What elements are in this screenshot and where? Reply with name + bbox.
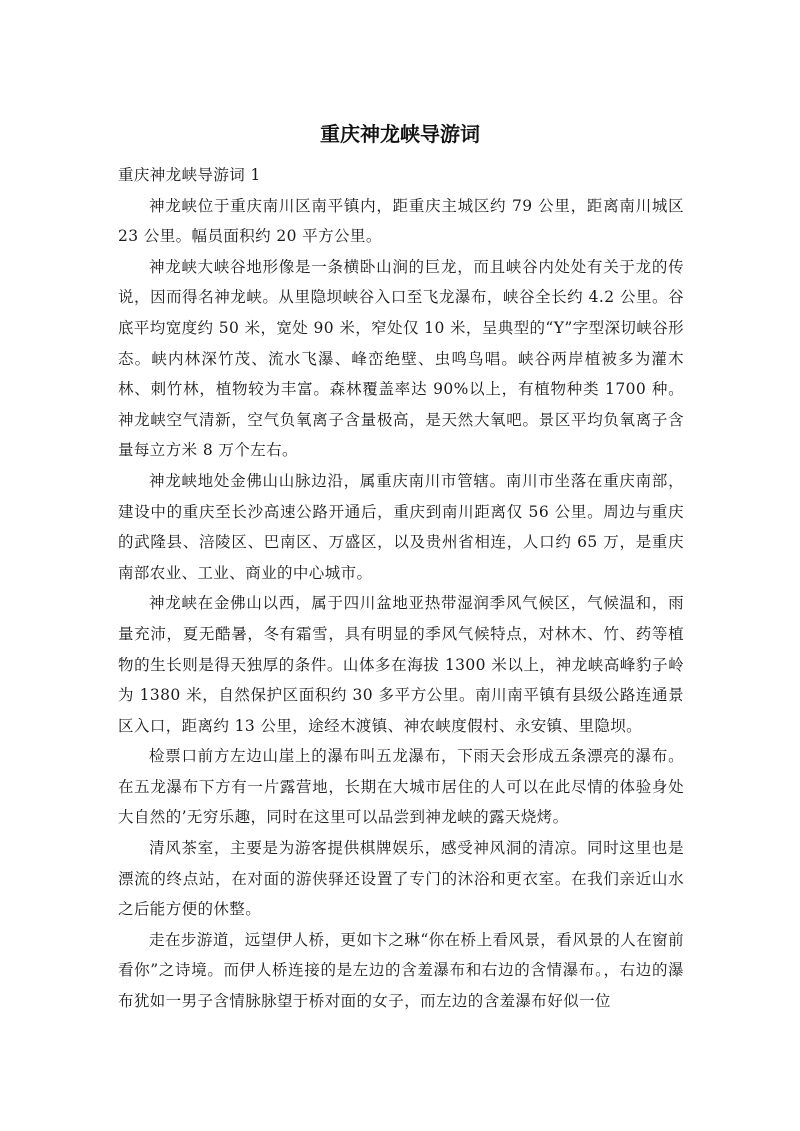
document-body bbox=[118, 160, 684, 1017]
section-heading: 重庆神龙峡导游词 1 bbox=[118, 166, 261, 184]
paragraph-canyon-landscape: 神龙峡大峡谷地形像是一条横卧山涧的巨龙，而且峡谷内处处有关于龙的传说，因而得名神龙峡。从里隐坝峡谷入口至飞龙瀑布，峡谷全长约 4.2 公里。谷底平均宽度约 50 米，宽处 90 米，窄处仅 10 米，呈典型的“Y”字型深切峡谷形态。峡内林深竹茂、流水飞瀑、峰峦绝壁、虫鸣鸟唱。峡谷两岸植被多为灌木林、刺竹林，植物较为丰富。森林覆盖率达 90%以上，有植物种类 1700 种。神龙峡空气清新，空气负氧离子含量极高，是天然大氧吧。景区平均负氧离子含量每立方米 8 万个左右。 bbox=[118, 257, 685, 460]
paragraph-geography: 神龙峡地处金佛山山脉边沿，属重庆南川市管辖。南川市坐落在重庆南部，建设中的重庆至长沙高速公路开通后，重庆到南川距离仅 56 公里。周边与重庆的武隆县、涪陵区、巴南区、万盛区，以及贵州省相连，人口约 65 万，是重庆南部农业、工业、商业的中心城市。 bbox=[118, 471, 684, 582]
paragraph-location: 神龙峡位于重庆南川区南平镇内，距重庆主城区约 79 公里，距离南川城区 23 公里。幅员面积约 20 平方公里。 bbox=[118, 196, 684, 246]
page-title: 重庆神龙峡导游词 bbox=[320, 122, 480, 146]
paragraph-climate: 神龙峡在金佛山以西，属于四川盆地亚热带湿润季风气候区，气候温和，雨量充沛，夏无酷暑，冬有霜雪，具有明显的季风气候特点，对林木、竹、药等植物的生长则是得天独厚的条件。山体多在海拔 1300 米以上，神龙峡高峰豹子岭为 1380 米，自然保护区面积约 30 多平方公里。南川南平镇有县级公路连通景区入口，距离约 13 公里，途经木渡镇、神农峡度假村、永安镇、里隐坝。 bbox=[118, 594, 684, 735]
paragraph-yiren-bridge: 走在步游道，远望伊人桥，更如卞之琳“你在桥上看风景，看风景的人在窗前看你”之诗境。而伊人桥连接的是左边的含羞瀑布和右边的含情瀑布。，右边的瀑布犹如一男子含情脉脉望于桥对面的女子，而左边的含羞瀑布好似一位 bbox=[118, 930, 684, 1011]
paragraph-tea-house: 清风茶室，主要是为游客提供棋牌娱乐，感受神风洞的清凉。同时这里也是漂流的终点站，在对面的游侠驿还设置了专门的沐浴和更衣室。在我们亲近山水之后能方便的休整。 bbox=[118, 839, 684, 919]
paragraph-wulong-waterfall: 检票口前方左边山崖上的瀑布叫五龙瀑布，下雨天会形成五条漂亮的瀑布。在五龙瀑布下方有一片露营地，长期在大城市居住的人可以在此尽情的体验身处大自然的’无穷乐趣，同时在这里可以品尝到神龙峡的露天烧烤。 bbox=[118, 747, 684, 827]
